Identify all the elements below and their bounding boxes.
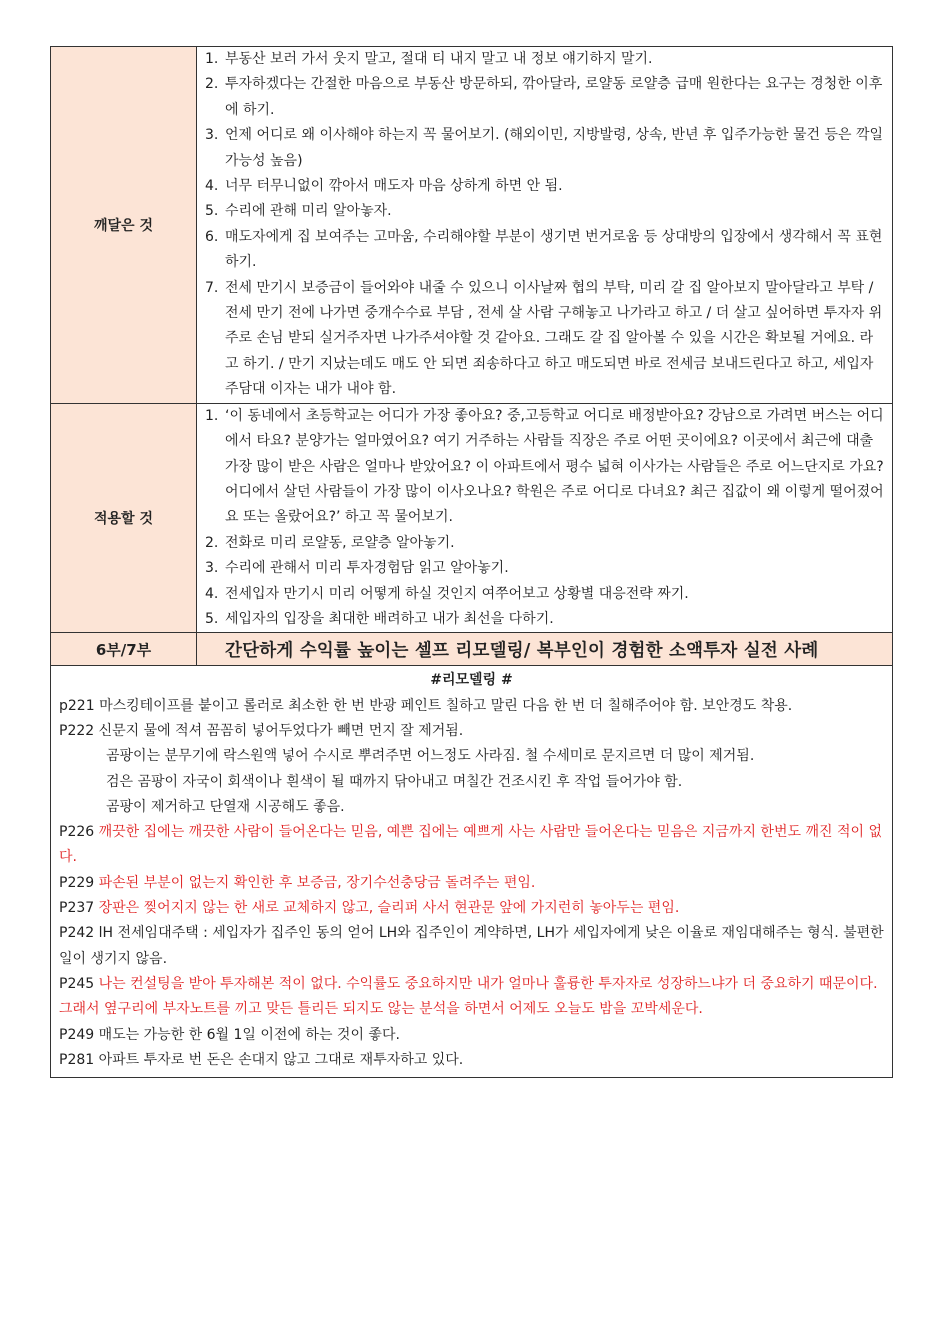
notes-content — [51, 666, 893, 1078]
realized-item-number: 4. — [205, 178, 219, 195]
note-page-ref: P242 — [59, 925, 99, 942]
note-line — [59, 921, 884, 972]
note-text: 매도는 가능한 한 6월 1일 이전에 하는 것이 좋다. — [98, 1026, 400, 1043]
apply-content — [197, 403, 893, 633]
note-page-ref: p221 — [59, 697, 100, 714]
note-text: 신문지 물에 적셔 꼼꼼히 넣어두었다가 빼면 먼지 잘 제거됨. — [98, 722, 464, 739]
realized-item-number: 6. — [205, 228, 219, 245]
apply-item-number: 5. — [205, 610, 219, 627]
note-text: 나는 컨설팅을 받아 투자해본 적이 없다. 수익률도 중요하지만 내가 얼마나 훌륭한 투자자로 성장하느냐가 더 중요하기 때문이다. 그래서 옆구리에 부자노트를 끼고 맞든 틀리든 되지도 않는 분석을 하면서 어제도 오늘도 밤을 꼬박세운다. — [59, 975, 878, 1018]
apply-item — [205, 404, 886, 531]
apply-item — [205, 531, 886, 556]
realized-item-number: 1. — [205, 51, 219, 67]
realized-item-text: 부동산 보러 가서 웃지 말고, 절대 티 내지 말고 내 정보 얘기하지 말기. — [225, 51, 653, 67]
notes-lines — [59, 694, 884, 1073]
note-line — [59, 795, 884, 820]
notes-row — [51, 666, 893, 1078]
note-text: 아파트 투자로 번 돈은 손대지 않고 그대로 재투자하고 있다. — [98, 1051, 464, 1068]
realized-item-text: 언제 어디로 왜 이사해야 하는지 꼭 물어보기. (해외이민, 지방발령, 상속, 반년 후 입주가능한 물건 등은 깍일 가능성 높음) — [225, 127, 884, 169]
notes-tag: #리모델링 # — [430, 672, 513, 689]
note-page-ref: P226 — [59, 824, 99, 841]
apply-item — [205, 582, 886, 607]
apply-item-text: ‘이 동네에서 초등학교는 어디가 가장 좋아요? 중,고등학교 어디로 배정받아요? 강남으로 가려면 버스는 어디에서 타요? 분양가는 얼마였어요? 여기 거주하는 사람들 직장은 주로 어떤 곳이에요? 이곳에서 최근에 대출 가장 많이 받은 사람은 얼마나 받았어요? 이 아파트에서 평수 넓혀 이사가는 사람들은 주로 어느단지로 가요? 어디에서 살던 사람들이 가장 많이 이사오나요? 학원은 주로 어디로 다녀요? 최근 집값이 왜 이렇게 떨어졌어요 또는 올랐어요?’ 하고 꼭 물어보기. — [225, 407, 884, 526]
realized-item — [205, 174, 886, 199]
note-line — [59, 1048, 884, 1073]
apply-item-text: 전화로 미리 로얄동, 로얄층 알아놓기. — [225, 534, 455, 551]
note-line — [59, 871, 884, 896]
apply-item — [205, 556, 886, 581]
note-text: 깨끗한 집에는 깨끗한 사람이 들어온다는 믿음, 예쁜 집에는 예쁘게 사는 사람만 들어온다는 믿음은 지금까지 한번도 깨진 적이 없다. — [59, 824, 882, 866]
note-line — [59, 820, 884, 871]
realized-item-text: 전세 만기시 보증금이 들어와야 내줄 수 있으니 이사날짜 협의 부탁, 미리 갈 집 알아보지 말아달라고 부탁 / 전세 만기 전에 나가면 중개수수료 부담 , 전세 살 사람 구해놓고 나가라고 하고 / 더 살고 싶어하면 투자자 위주로 손님 받되 실거주자면 나가주셔야할 것 같아요. 그래도 갈 집 알아볼 수 있을 시간은 확보될 거에요. 라고 하기. / 만기 지났는데도 매도 안 되면 죄송하다고 하고 매도되면 바로 전세금 보내드린다고 하고, 세입자 주담대 이자는 내가 내야 함. — [225, 279, 883, 398]
realized-item — [205, 72, 886, 123]
realized-item-text: 매도자에게 집 보여주는 고마움, 수리해야할 부분이 생기면 번거로움 등 상대방의 입장에서 생각해서 꼭 표현하기. — [225, 228, 883, 271]
note-line — [59, 896, 884, 921]
realized-label: 깨달은 것 — [51, 47, 197, 404]
apply-item — [205, 607, 886, 632]
apply-item-text: 수리에 관해서 미리 투자경험담 읽고 알아놓기. — [225, 560, 509, 577]
realized-item — [205, 47, 886, 72]
realized-item-number: 7. — [205, 279, 219, 296]
note-page-ref: P281 — [59, 1051, 99, 1068]
realized-list — [205, 47, 886, 403]
apply-item-text: 세입자의 입장을 최대한 배려하고 내가 최선을 다하기. — [225, 610, 554, 627]
realized-item-number: 3. — [205, 127, 219, 144]
note-page-ref: P249 — [59, 1026, 99, 1043]
note-text: 파손된 부분이 없는지 확인한 후 보증금, 장기수선충당금 돌려주는 편임. — [98, 874, 536, 891]
apply-label: 적용할 것 — [51, 403, 197, 633]
apply-row — [51, 403, 893, 633]
realized-item — [205, 225, 886, 276]
note-line — [59, 744, 884, 769]
section-header-row — [51, 633, 893, 666]
note-page-ref: P229 — [59, 874, 99, 891]
note-line — [59, 694, 884, 719]
apply-item-text: 전세입자 만기시 미리 어떻게 하실 것인지 여쭈어보고 상황별 대응전략 짜기. — [225, 585, 689, 602]
apply-item-number: 1. — [205, 407, 219, 424]
note-text: 곰팡이 제거하고 단열재 시공해도 좋음. — [106, 798, 345, 815]
realized-item — [205, 199, 886, 224]
note-line — [59, 770, 884, 795]
apply-item-number: 2. — [205, 534, 219, 551]
realized-item-text: 투자하겠다는 간절한 마음으로 부동산 방문하되, 깎아달라, 로얄동 로얄층 급매 원한다는 요구는 경청한 이후에 하기. — [225, 76, 883, 118]
apply-item-number: 4. — [205, 585, 219, 602]
note-text: 검은 곰팡이 자국이 회색이나 흰색이 될 때까지 닦아내고 며칠간 건조시킨 후 작업 들어가야 함. — [106, 773, 683, 790]
realized-item-text: 너무 터무니없이 깎아서 매도자 마음 상하게 하면 안 됨. — [225, 178, 563, 195]
document-sheet — [50, 46, 893, 1078]
note-line — [59, 972, 884, 1023]
reading-notes-table — [50, 46, 893, 1078]
realized-item-text: 수리에 관해 미리 알아놓자. — [225, 203, 392, 220]
note-page-ref: P237 — [59, 900, 99, 917]
note-page-ref: P222 — [59, 722, 99, 739]
realized-row — [51, 47, 893, 404]
section-title: 간단하게 수익률 높이는 셀프 리모델링/ 복부인이 경험한 소액투자 실전 사례 — [197, 633, 893, 666]
realized-item — [205, 276, 886, 403]
note-line — [59, 719, 884, 744]
note-line — [59, 1023, 884, 1048]
note-text: lH 전세임대주택 : 세입자가 집주인 동의 얻어 LH와 집주인이 계약하면, LH가 세입자에게 낮은 이율로 재임대해주는 형식. 불편한 일이 생기지 않음. — [59, 925, 884, 967]
realized-item — [205, 123, 886, 174]
note-text: 장판은 찢어지지 않는 한 새로 교체하지 않고, 슬리퍼 사서 현관문 앞에 가지런히 놓아두는 편임. — [98, 900, 680, 917]
note-page-ref: P245 — [59, 975, 99, 992]
realized-item-number: 5. — [205, 203, 219, 220]
apply-list — [205, 404, 886, 633]
realized-item-number: 2. — [205, 76, 219, 93]
note-text: 곰팡이는 분무기에 락스원액 넣어 수시로 뿌려주면 어느정도 사라짐. 철 수세미로 문지르면 더 많이 제거됨. — [106, 748, 755, 765]
section-part: 6부/7부 — [51, 633, 197, 666]
apply-item-number: 3. — [205, 560, 219, 577]
realized-content — [197, 47, 893, 404]
note-text: 마스킹테이프를 붙이고 롤러로 최소한 한 번 반광 페인트 칠하고 말린 다음 한 번 더 칠해주어야 함. 보안경도 착용. — [99, 697, 793, 714]
